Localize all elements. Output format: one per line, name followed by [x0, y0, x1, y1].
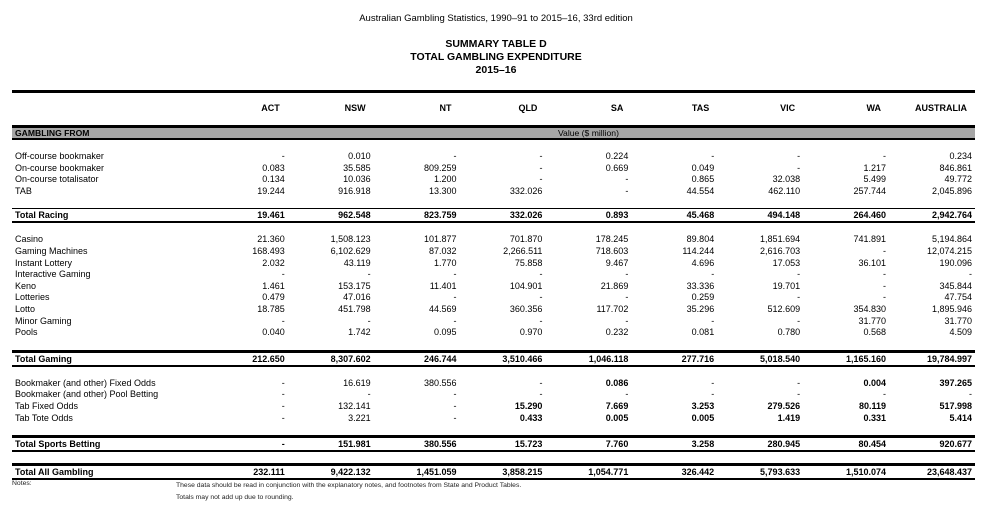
cell-act: - [281, 269, 285, 280]
row-label: Bookmaker (and other) Fixed Odds [15, 377, 156, 388]
table-row [12, 246, 975, 258]
cell-qld: - [539, 162, 543, 173]
cell-tas: 35.296 [686, 303, 715, 314]
cell-wa: 0.568 [863, 327, 886, 338]
table-row [12, 151, 975, 163]
cell-sa: 7.760 [545, 437, 631, 452]
row-label: Casino [15, 234, 44, 245]
cell-act: 19.244 [257, 185, 285, 196]
table-row [12, 304, 975, 316]
cell-australia: 23,648.437 [889, 465, 975, 480]
cell-nsw: 1,508.123 [330, 234, 371, 245]
note-line: These data should be read in conjunction with the explanatory notes, and footnotes from State and Product Tables. [176, 482, 522, 489]
cell-australia: 2,045.896 [931, 185, 972, 196]
cell-tas: - [711, 377, 715, 388]
cell-nt: - [453, 151, 457, 161]
cell-act: 1.461 [262, 280, 285, 291]
cell-nt: 87.032 [429, 245, 457, 256]
table-row [12, 389, 975, 401]
column-header-australia: AUSTRALIA [889, 92, 975, 127]
cell-sa: - [625, 185, 629, 196]
table-row [12, 378, 975, 390]
cell-sa: 0.086 [605, 377, 629, 388]
table-row [12, 413, 975, 425]
cell-nt: 0.095 [434, 327, 457, 338]
cell-nsw: 35.585 [343, 162, 371, 173]
cell-act: - [202, 437, 288, 452]
cell-australia: 190.096 [939, 257, 972, 268]
cell-vic: - [797, 315, 801, 326]
cell-act: - [281, 377, 285, 388]
cell-wa: 1,510.074 [803, 465, 889, 480]
cell-wa: - [882, 389, 886, 400]
cell-wa: 36.101 [858, 257, 886, 268]
table-row [12, 316, 975, 328]
cell-qld: 75.858 [514, 257, 543, 268]
table-year: 2015–16 [475, 64, 517, 76]
cell-tas: 326.442 [631, 465, 717, 480]
cell-sa: 117.702 [596, 303, 629, 314]
column-header-sa: SA [545, 92, 631, 127]
cell-tas: 0.081 [691, 327, 715, 338]
cell-wa: 80.454 [803, 437, 889, 452]
cell-act: 232.111 [202, 465, 288, 480]
cell-qld: - [539, 269, 543, 280]
cell-nsw: 153.175 [338, 280, 371, 291]
row-label: On-course bookmaker [15, 162, 105, 173]
cell-nt: - [453, 389, 457, 400]
cell-australia: 19,784.997 [889, 351, 975, 366]
cell-tas: 3.258 [631, 437, 717, 452]
spacer-row [12, 366, 975, 378]
cell-qld: - [539, 174, 543, 185]
spacer-row [12, 424, 975, 437]
column-header-act: ACT [202, 92, 288, 127]
cell-qld: 3,510.466 [460, 351, 546, 366]
cell-australia: 1,895.946 [931, 303, 972, 314]
cell-qld: 332.026 [509, 185, 543, 196]
cell-nt: - [453, 412, 457, 423]
cell-wa: - [882, 280, 886, 291]
cell-qld: 3,858.215 [460, 465, 546, 480]
cell-nsw: 151.981 [288, 437, 374, 452]
cell-nt: 246.744 [374, 351, 460, 366]
cell-nt: - [453, 315, 457, 326]
cell-nt: 380.556 [374, 437, 460, 452]
cell-act: 0.040 [262, 327, 285, 338]
row-label: Instant Lottery [15, 257, 73, 268]
column-header-row [12, 92, 975, 127]
spacer-row [12, 339, 975, 352]
cell-nsw: 916.918 [338, 185, 371, 196]
cell-vic: 5,793.633 [717, 465, 803, 480]
cell-australia: 4.509 [949, 327, 972, 338]
cell-tas: 3.253 [691, 400, 715, 411]
cell-act: 2.032 [262, 257, 285, 268]
cell-nsw: 8,307.602 [288, 351, 374, 366]
cell-tas: - [711, 151, 715, 161]
cell-tas: 0.005 [691, 412, 715, 423]
cell-sa: - [625, 315, 629, 326]
cell-act: 21.360 [257, 234, 285, 245]
cell-sa: 0.893 [545, 209, 631, 223]
cell-wa: 1,165.160 [803, 351, 889, 366]
row-label: Minor Gaming [15, 315, 72, 326]
cell-act: - [281, 412, 285, 423]
cell-vic: 494.148 [717, 209, 803, 223]
cell-wa: - [882, 292, 886, 303]
band-label: GAMBLING FROM [12, 127, 202, 140]
cell-qld: - [539, 377, 543, 388]
cell-vic: 462.110 [768, 185, 801, 196]
cell-nt: 809.259 [424, 162, 457, 173]
cell-tas: 45.468 [631, 209, 717, 223]
cell-nsw: 43.119 [343, 257, 371, 268]
cell-australia: 5,194.864 [931, 234, 972, 245]
cell-act: 0.479 [262, 292, 285, 303]
cell-vic: 19.701 [772, 280, 801, 291]
cell-australia: 846.861 [939, 162, 972, 173]
row-label: Bookmaker (and other) Pool Betting [15, 389, 159, 400]
cell-vic: 1,851.694 [760, 234, 801, 245]
cell-nsw: 132.141 [338, 400, 371, 411]
column-header-vic: VIC [717, 92, 803, 127]
column-header-blank [12, 92, 202, 127]
cell-act: 0.083 [262, 162, 285, 173]
cell-vic: 0.780 [777, 327, 801, 338]
cell-qld: 332.026 [460, 209, 546, 223]
table-row [12, 292, 975, 304]
cell-nsw: 1.742 [348, 327, 371, 338]
row-label: Tab Fixed Odds [15, 400, 79, 411]
note-line: Totals may not add up due to rounding. [176, 493, 294, 501]
section-band [12, 127, 975, 140]
cell-australia: 0.234 [949, 151, 972, 161]
cell-nsw: 10.036 [343, 174, 371, 185]
total-all-gambling-row [12, 465, 975, 480]
table-row [12, 163, 975, 175]
cell-sa: 0.005 [605, 412, 629, 423]
cell-sa: 1,046.118 [545, 351, 631, 366]
cell-vic: - [797, 162, 801, 173]
row-label: Total Gaming [12, 351, 202, 366]
cell-qld: 104.901 [509, 280, 543, 291]
cell-vic: 279.526 [767, 400, 801, 411]
cell-wa: 257.744 [853, 185, 886, 196]
cell-nt: 1.200 [434, 174, 457, 185]
cell-tas: 0.259 [691, 292, 715, 303]
cell-vic: 280.945 [717, 437, 803, 452]
cell-nt: 101.877 [424, 234, 457, 245]
cell-tas: - [711, 389, 715, 400]
cell-vic: - [797, 389, 801, 400]
cell-wa: 741.891 [853, 234, 886, 245]
cell-sa: - [625, 292, 629, 303]
cell-act: - [281, 389, 285, 400]
cell-australia: 920.677 [889, 437, 975, 452]
cell-nt: 1,451.059 [374, 465, 460, 480]
cell-australia: 5.414 [949, 412, 972, 423]
total-gaming-row [12, 351, 975, 366]
cell-nsw: 962.548 [288, 209, 374, 223]
cell-wa: 5.499 [863, 174, 886, 185]
cell-tas: 89.804 [686, 234, 715, 245]
notes-label: Notes: [12, 480, 32, 487]
cell-nt: 1.770 [434, 257, 457, 268]
notes-text [176, 480, 521, 503]
cell-tas: 114.244 [682, 245, 715, 256]
spacer-row [12, 451, 975, 465]
cell-wa: - [882, 245, 886, 256]
column-header-tas: TAS [631, 92, 717, 127]
spacer-row [12, 139, 975, 151]
cell-wa: - [882, 151, 886, 161]
expenditure-table [12, 90, 975, 480]
cell-qld: - [539, 292, 543, 303]
cell-wa: 1.217 [863, 162, 886, 173]
cell-nsw: 6,102.629 [330, 245, 371, 256]
table-row [12, 234, 975, 246]
table-title: TOTAL GAMBLING EXPENDITURE [410, 51, 582, 63]
cell-nt: 44.569 [429, 303, 457, 314]
cell-act: 212.650 [202, 351, 288, 366]
column-header-qld: QLD [460, 92, 546, 127]
cell-qld: - [539, 151, 543, 161]
cell-qld: 701.870 [509, 234, 543, 245]
row-label: Total All Gambling [12, 465, 202, 480]
total-racing-row [12, 209, 975, 223]
cell-sa: - [625, 269, 629, 280]
cell-vic: - [797, 377, 801, 388]
row-label: Off-course bookmaker [15, 151, 104, 161]
row-label: Interactive Gaming [15, 269, 91, 280]
cell-australia: 47.754 [944, 292, 972, 303]
table-row [12, 327, 975, 339]
cell-australia: - [969, 269, 972, 280]
cell-tas: 44.554 [686, 185, 715, 196]
cell-tas: 4.696 [691, 257, 715, 268]
table-id: SUMMARY TABLE D [445, 38, 547, 50]
cell-qld: - [539, 389, 543, 400]
cell-nsw: 0.010 [348, 151, 371, 161]
column-header-wa: WA [803, 92, 889, 127]
cell-vic: 32.038 [772, 174, 801, 185]
row-label: TAB [15, 185, 32, 196]
cell-nt: 13.300 [429, 185, 457, 196]
cell-vic: - [797, 292, 801, 303]
cell-nt: 380.556 [424, 377, 457, 388]
cell-vic: 1.419 [777, 412, 801, 423]
cell-nsw: 451.798 [338, 303, 371, 314]
column-header-nsw: NSW [288, 92, 374, 127]
cell-wa: - [882, 269, 886, 280]
cell-qld: 15.723 [460, 437, 546, 452]
cell-vic: 17.053 [772, 257, 801, 268]
cell-sa: 1,054.771 [545, 465, 631, 480]
cell-tas: - [711, 315, 715, 326]
table-row [12, 281, 975, 293]
cell-nsw: 16.619 [343, 377, 371, 388]
cell-act: 0.134 [262, 174, 285, 185]
cell-vic: 2,616.703 [760, 245, 801, 256]
cell-qld: 0.970 [519, 327, 543, 338]
cell-tas: 33.336 [686, 280, 715, 291]
column-header-nt: NT [374, 92, 460, 127]
cell-australia: 345.844 [939, 280, 972, 291]
cell-australia: 12,074.215 [926, 245, 972, 256]
row-label: Tab Tote Odds [15, 412, 73, 423]
cell-australia: 49.772 [944, 174, 972, 185]
cell-nt: - [453, 292, 457, 303]
cell-act: 19.461 [202, 209, 288, 223]
cell-sa: 0.669 [605, 162, 629, 173]
cell-nsw: - [367, 269, 371, 280]
cell-nsw: 3.221 [348, 412, 371, 423]
spacer-row [12, 222, 975, 234]
cell-sa: 718.603 [595, 245, 629, 256]
cell-wa: 80.119 [858, 400, 886, 411]
cell-australia: - [969, 389, 972, 400]
cell-sa: 178.245 [595, 234, 629, 245]
cell-nt: 823.759 [374, 209, 460, 223]
row-label: Total Sports Betting [12, 437, 202, 452]
spacer-row [12, 197, 975, 209]
cell-qld: 360.356 [509, 303, 543, 314]
cell-australia: 31.770 [944, 315, 972, 326]
cell-qld: 15.290 [514, 400, 543, 411]
cell-sa: - [625, 174, 629, 185]
cell-tas: 277.716 [631, 351, 717, 366]
table-row [12, 401, 975, 413]
cell-vic: 5,018.540 [717, 351, 803, 366]
cell-wa: 264.460 [803, 209, 889, 223]
cell-vic: 512.609 [767, 303, 801, 314]
cell-nt: 11.401 [429, 280, 457, 291]
cell-nt: - [453, 269, 457, 280]
cell-nsw: 47.016 [343, 292, 371, 303]
cell-nsw: - [367, 389, 371, 400]
cell-sa: 21.869 [600, 280, 629, 291]
row-label: Gaming Machines [15, 245, 88, 256]
source-title: Australian Gambling Statistics, 1990–91 to 2015–16, 33rd edition [359, 13, 633, 24]
table-row [12, 186, 975, 198]
cell-qld: 0.433 [519, 412, 543, 423]
cell-act: - [281, 315, 285, 326]
table-row [12, 258, 975, 270]
table-titles [0, 38, 992, 77]
band-unit: Value ($ million) [202, 127, 975, 140]
row-label: Lotto [15, 303, 36, 314]
cell-qld: 2,266.511 [503, 245, 543, 256]
cell-act: - [281, 400, 285, 411]
row-label: Keno [15, 280, 37, 291]
table-row [12, 269, 975, 281]
cell-australia: 517.998 [939, 400, 972, 411]
cell-tas: - [711, 269, 715, 280]
cell-nt: - [453, 400, 457, 411]
row-label: Pools [15, 327, 38, 338]
cell-nsw: 9,422.132 [288, 465, 374, 480]
cell-wa: 0.331 [863, 412, 886, 423]
cell-wa: 0.004 [863, 377, 886, 388]
cell-vic: - [797, 269, 801, 280]
total-sports-betting-row [12, 437, 975, 452]
cell-australia: 2,942.764 [889, 209, 975, 223]
cell-vic: - [797, 151, 801, 161]
cell-sa: 7.669 [605, 400, 629, 411]
cell-qld: - [539, 315, 543, 326]
cell-sa: - [625, 389, 629, 400]
cell-wa: 31.770 [858, 315, 886, 326]
cell-act: - [281, 151, 285, 161]
cell-sa: 0.224 [605, 151, 629, 161]
row-label: On-course totalisator [15, 174, 99, 185]
cell-wa: 354.830 [853, 303, 886, 314]
cell-sa: 9.467 [605, 257, 629, 268]
cell-act: 18.785 [257, 303, 285, 314]
cell-tas: 0.049 [691, 162, 715, 173]
cell-act: 168.493 [252, 245, 285, 256]
cell-nsw: - [367, 315, 371, 326]
cell-tas: 0.865 [691, 174, 715, 185]
table-row [12, 174, 975, 186]
cell-sa: 0.232 [605, 327, 629, 338]
cell-australia: 397.265 [939, 377, 972, 388]
row-label: Lotteries [15, 292, 50, 303]
row-label: Total Racing [12, 209, 202, 223]
